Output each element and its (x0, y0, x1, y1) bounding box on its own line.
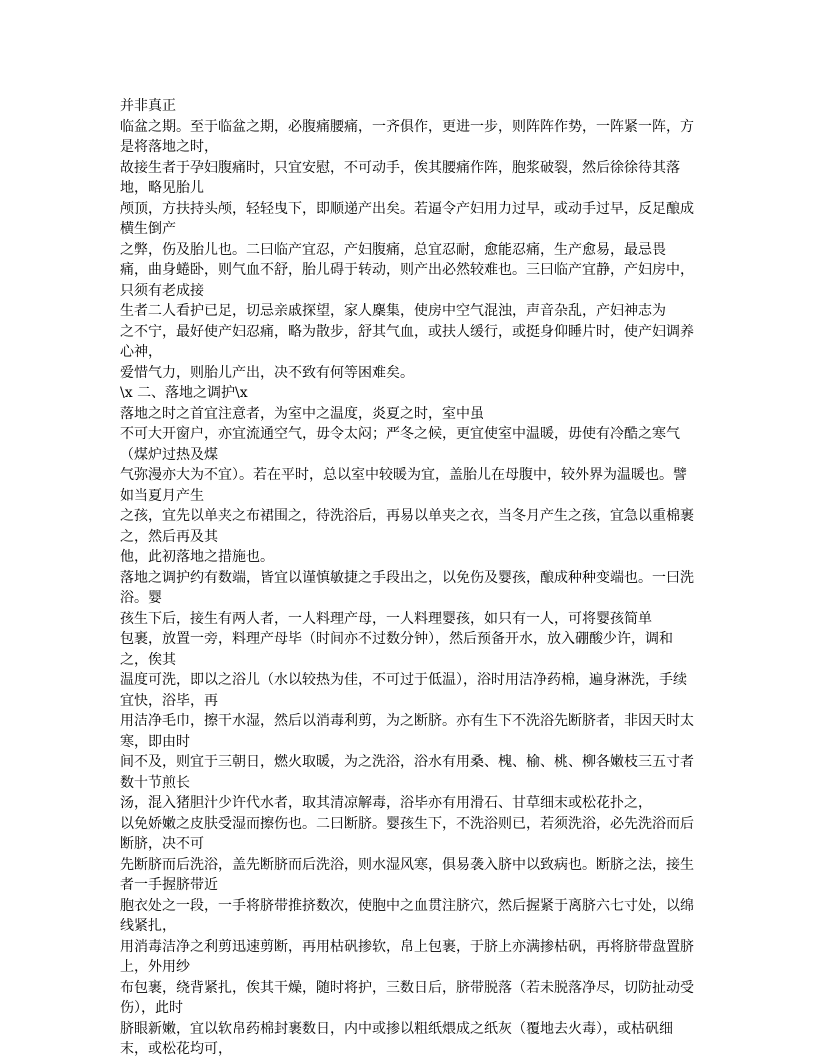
text-line: 以免娇嫩之皮肤受湿而擦伤也。二曰断脐。婴孩生下，不洗浴则已，若须洗浴，必先洗浴而后断脐，决不可 (120, 815, 694, 852)
text-line: 爱惜气力，则胎儿产出，决不致有何等困难矣。 (120, 364, 414, 381)
text-line: 之孩，宜先以单夹之布裙围之，待洗浴后，再易以单夹之衣，当冬月产生之孩，宜急以重棉裹之，然后再及其 (120, 508, 694, 545)
text-line: 间不及，则宜于三朝日，燃火取暖，为之洗浴，浴水有用桑、槐、榆、桃、柳各嫩枝三五寸者数十节煎长 (120, 754, 694, 791)
text-line: 孩生下后，接生有两人者，一人料理产母，一人料理婴孩，如只有一人，可将婴孩简单 (120, 610, 652, 627)
text-line: 生者二人看护已足，切忌亲戚探望，家人麇集，使房中空气混浊，声音杂乱，产妇神志为 (120, 303, 666, 319)
text-line: 胞衣处之一段，一手将脐带推挤数次，使胞中之血贯注脐穴，然后握紧于离脐六七寸处，以绵线紧扎， (120, 897, 694, 934)
text-line: 之不宁，最好使产妇忍痛，略为散步，舒其气血，或扶人缓行，或挺身仰睡片时，使产妇调养心神， (120, 323, 694, 360)
text-line: 痛，曲身蜷卧，则气血不舒，胎儿碍于转动，则产出必然较难也。三曰临产宜静，产妇房中，只须有老成接 (120, 262, 694, 299)
text-line: 先断脐而后洗浴，盖先断脐而后洗浴，则水湿风寒，俱易袭入脐中以致病也。断脐之法，接生者一手握脐带近 (120, 856, 694, 893)
text-line: 汤，混入猪胆汁少许代水者，取其清凉解毒，浴毕亦有用滑石、甘草细末或松花扑之， (120, 795, 652, 811)
text-line: 之弊，伤及胎儿也。二曰临产宜忍，产妇腹痛，总宜忍耐，愈能忍痛，生产愈易，最忌畏 (120, 241, 666, 258)
text-line: 气弥漫亦大为不宜）。若在平时，总以室中较暖为宜，盖胎儿在母腹中，较外界为温暖也。譬如当夏月产生 (120, 467, 687, 504)
text-line: 并非真正 (120, 98, 176, 114)
text-line: 用洁净毛巾，擦干水湿，然后以消毒利剪，为之断脐。亦有生下不洗浴先断脐者，非因天时太寒，即由时 (120, 713, 694, 750)
text-line: 落地之时之首宜注意者，为室中之温度，炎夏之时，室中虽 (120, 405, 484, 422)
text-line: 布包裹，绕背紧扎，俟其干燥，随时将护，三数日后，脐带脱落（若未脱落净尽，切防扯动受伤），此时 (120, 979, 694, 1016)
text-line: 包裹，放置一旁，料理产母毕（时间亦不过数分钟），然后预备开水，放入硼酸少许，调和之，俟其 (120, 631, 673, 668)
text-line: 临盆之期。至于临盆之期，必腹痛腰痛，一齐俱作，更进一步，则阵阵作势，一阵紧一阵，方是将落地之时， (120, 118, 694, 155)
text-line: 他，此初落地之措施也。 (120, 549, 274, 565)
text-line: 不可大开窗户，亦宜流通空气，毋令太闷；严冬之候，更宜使室中温暖，毋使有冷酷之寒气（煤炉过热及煤 (120, 426, 680, 463)
section-heading: \x 二、落地之调护\x (120, 385, 248, 401)
text-line: 颅顶，方扶持头颅，轻轻曳下，即顺递产出矣。若逼令产妇用力过早，或动手过早，反足酿成横生倒产 (120, 200, 694, 237)
text-line: 故接生者于孕妇腹痛时，只宜安慰，不可动手，俟其腰痛作阵，胞浆破裂，然后徐徐待其落地，略见胎儿 (120, 159, 680, 196)
text-line: 脐眼新嫩，宜以软帛药棉封裹数日，内中或掺以粗纸煨成之纸灰（覆地去火毒），或枯矾细末，或松花均可， (120, 1020, 673, 1057)
document-page (120, 96, 696, 1060)
text-line: 落地之调护约有数端，皆宜以谨慎敏捷之手段出之，以免伤及婴孩，酿成种种变端也。一曰洗浴。婴 (120, 569, 694, 606)
text-line: 用消毒洁净之利剪迅速剪断，再用枯矾掺软，帛上包裹，于脐上亦满掺枯矾，再将脐带盘置脐上，外用纱 (120, 938, 694, 975)
text-line: 温度可洗，即以之浴儿（水以较热为佳，不可过于低温），浴时用洁净药棉，遍身淋洗，手续宜快，浴毕，再 (120, 672, 687, 709)
